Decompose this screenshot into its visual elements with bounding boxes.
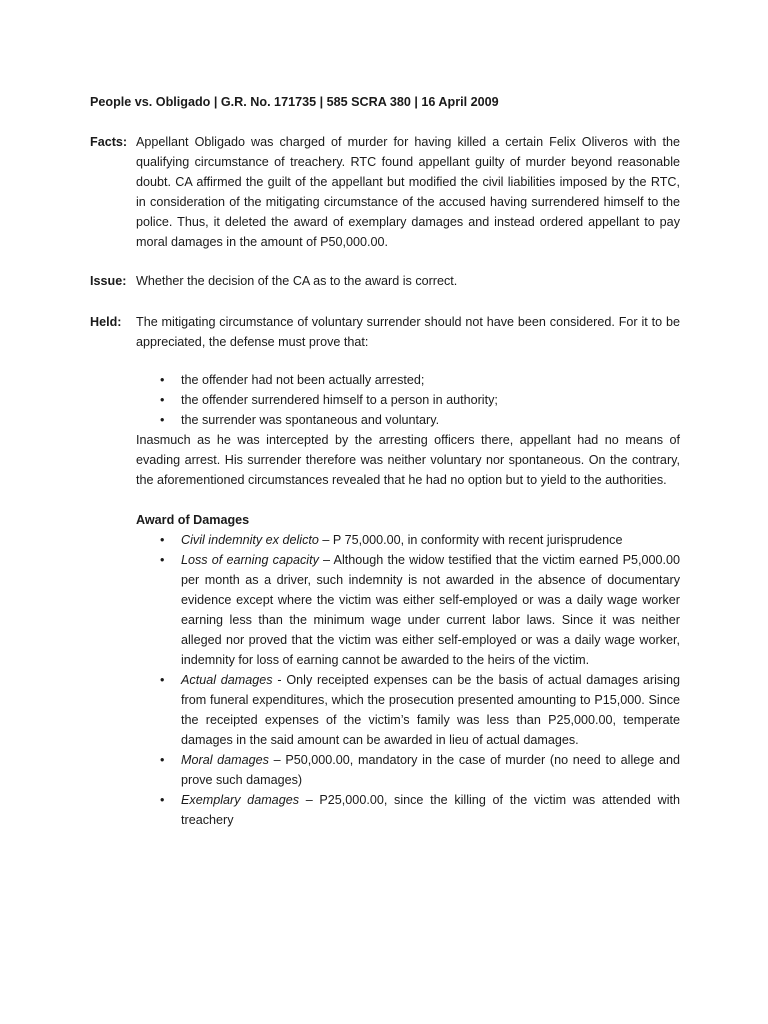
damage-term: Moral damages [181, 753, 269, 767]
award-heading: Award of Damages [136, 513, 250, 527]
list-item [136, 790, 680, 830]
facts-text: Appellant Obligado was charged of murder for having killed a certain Felix Oliveros with the qualifying circumstance of treachery. RTC found appellant guilty of murder beyond reasonable doubt. CA affirmed the guilt of the appellant but modified the civil liabilities imposed by the RTC, in consideration of the mitigating circumstance of the accused having surrendered himself to the police. Thus, it deleted the award of exemplary damages and instead ordered appellant to pay moral damages in the amount of P50,000.00. [136, 135, 680, 249]
bullet-icon: • [160, 533, 165, 547]
bullet-icon: • [160, 753, 165, 767]
damage-text: - Only receipted expenses can be the basis of actual damages arising from funeral expenditures, which the prosecution presented amounting to P15,000. Since the receipted expenses of the victim’s family was less than P25,000.00, temperate damages in the said amount can be awarded in lieu of actual damages. [181, 673, 680, 747]
list-item [136, 370, 680, 390]
damage-text: – Although the widow testified that the victim earned P5,000.00 per month as a driver, such indemnity is not awarded in the absence of documentary evidence except where the victim was either self-employed or was a daily wage worker earning less than the minimum wage under current labor laws. Since it was neither alleged nor proved that the victim was either self-employed or was a daily wage worker, indemnity for loss of earning cannot be awarded to the heirs of the victim. [181, 553, 680, 667]
held-paragraph: Inasmuch as he was intercepted by the arresting officers there, appellant had no means of evading arrest. His surrender therefore was neither voluntary nor spontaneous. On the contrary, the aforementioned circumstances revealed that he had no option but to yield to the authorities. [136, 433, 680, 487]
damage-term: Actual damages [181, 673, 273, 687]
list-item [136, 750, 680, 790]
list-item [136, 550, 680, 670]
bullet-icon: • [160, 413, 165, 427]
bullet-icon: • [160, 673, 165, 687]
bullet-icon: • [160, 553, 165, 567]
facts-label: Facts: [90, 135, 128, 149]
requirements-list [136, 370, 680, 430]
issue-text: Whether the decision of the CA as to the award is correct. [136, 274, 458, 288]
requirement-text: the surrender was spontaneous and voluntary. [181, 413, 440, 427]
bullet-icon: • [160, 393, 165, 407]
damage-term: Civil indemnity ex delicto [181, 533, 319, 547]
bullet-icon: • [160, 373, 165, 387]
held-intro: The mitigating circumstance of voluntary surrender should not have been considered. For it to be appreciated, the defense must prove that: [136, 315, 680, 349]
list-item [136, 670, 680, 750]
requirement-text: the offender had not been actually arrested; [181, 373, 425, 387]
bullet-icon: • [160, 793, 165, 807]
list-item [136, 530, 680, 550]
held-section [90, 312, 680, 830]
requirement-text: the offender surrendered himself to a person in authority; [181, 393, 498, 407]
held-label: Held: [90, 315, 122, 329]
damage-term: Loss of earning capacity [181, 553, 319, 567]
damage-term: Exemplary damages [181, 793, 299, 807]
damage-text: – P25,000.00, since the killing of the victim was attended with treachery [181, 793, 681, 827]
damages-list [136, 530, 680, 830]
list-item [136, 410, 680, 430]
damage-text: – P 75,000.00, in conformity with recent jurisprudence [318, 533, 623, 547]
case-title: People vs. Obligado | G.R. No. 171735 | 585 SCRA 380 | 16 April 2009 [90, 95, 499, 109]
damage-text: – P50,000.00, mandatory in the case of murder (no need to allege and prove such damages) [181, 753, 680, 787]
issue-section [90, 271, 680, 291]
issue-label: Issue: [90, 274, 127, 288]
facts-section [90, 132, 680, 252]
list-item [136, 390, 680, 410]
